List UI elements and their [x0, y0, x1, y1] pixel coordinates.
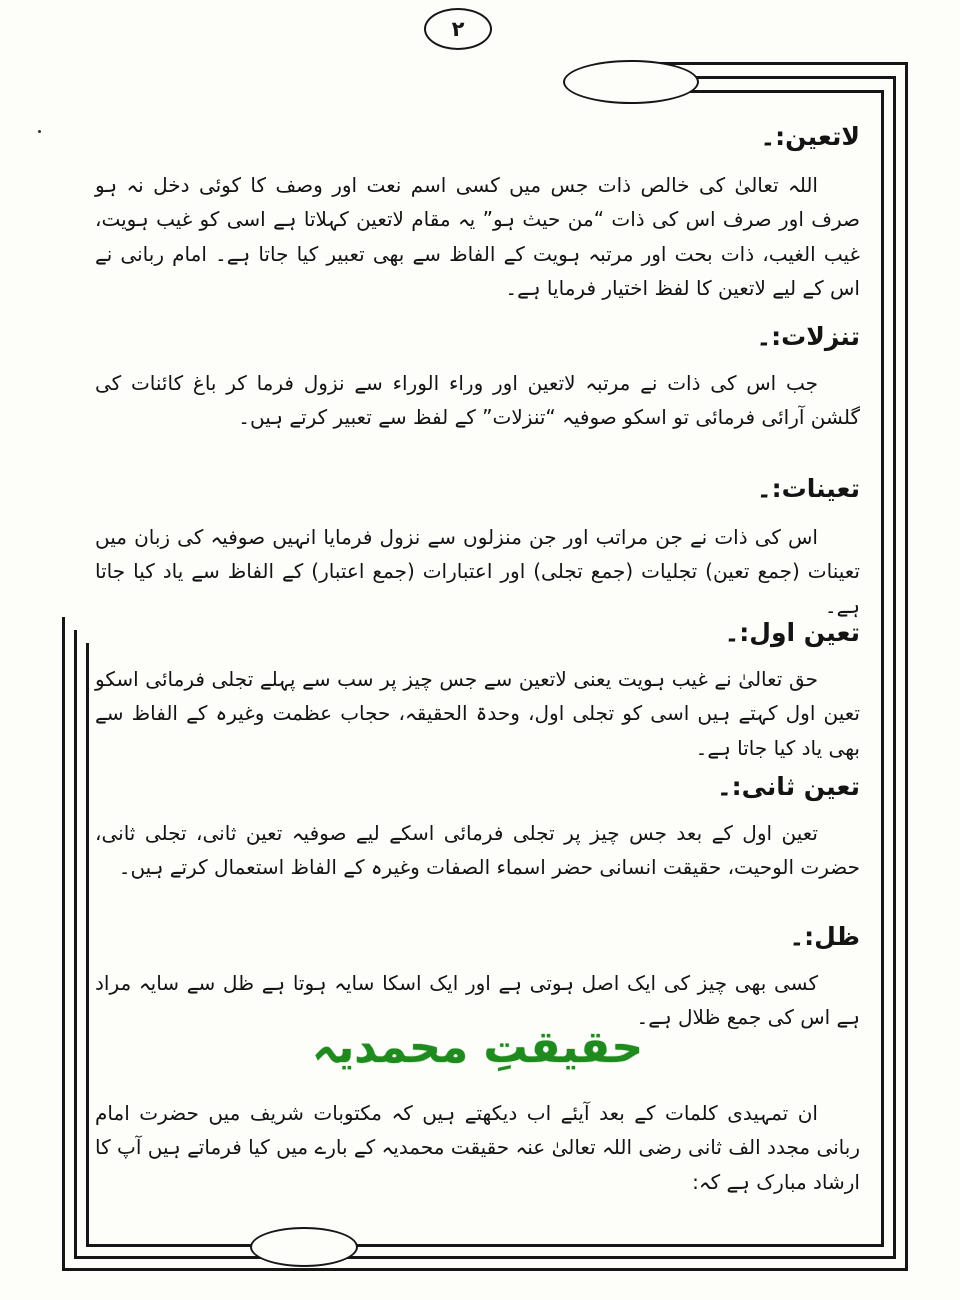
frame-left-line-inner — [86, 643, 89, 1247]
frame-bottom-line-inner — [86, 1244, 884, 1247]
section-heading-la-taayyun: لاتعین:۔ — [760, 122, 860, 151]
frame-bottom-line-outer — [62, 1268, 908, 1271]
section-body-taayyunat: اس کی ذات نے جن مراتب اور جن منزلوں سے نزول فرمایا انہیں صوفیہ کی زبان میں تعینات (جمع تعین) تجلیات (جمع تجلی) اور اعتبارات (جمع اعتبار) کے الفاظ سے یاد کیا جاتا ہے۔ — [95, 525, 860, 618]
closing-paragraph: ان تمہیدی کلمات کے بعد آیئے اب دیکھتے ہیں کہ مکتوبات شریف میں حضرت امام ربانی مجدد الف ثانی رضی اللہ تعالیٰ عنہ حقیقت محمدیہ کے بارے میں کیا فرماتے ہیں آپ کا ارشاد مبارک ہے کہ: — [95, 1101, 860, 1194]
frame-top-oval — [563, 60, 699, 104]
section-heading-taayyunat: تعینات:۔ — [756, 474, 860, 503]
section-heading-zill: ظل:۔ — [789, 922, 860, 951]
page-number-badge — [424, 8, 492, 50]
section-body-taayyun-awwal: حق تعالیٰ نے غیب ہویت یعنی لاتعین سے جس چیز پر سب سے پہلے تجلی فرمائی اسکو تعین اول کہتے ہیں اسی کو تجلی اول، وحدۃ الحقیقہ، حجاب عظمت وغیرہ کے الفاظ سے بھی یاد کیا جاتا ہے۔ — [95, 667, 860, 760]
section-heading-taayyun-sani: تعین ثانی:۔ — [716, 772, 860, 801]
section-body-la-taayyun: اللہ تعالیٰ کی خالص ذات جس میں کسی اسم نعت اور وصف کا کوئی دخل نہ ہو صرف اور صرف اس کی ذات “من حیث ہو” یہ مقام لاتعین کہلاتا ہے اسی کو غیب ہویت، غیب الغیب، ذات بحت اور مرتبہ ہویت کے الفاظ سے بھی تعبیر کیا جاتا ہے۔ امام ربانی نے اس کے لیے لاتعین کا لفظ اختیار فرمایا ہے۔ — [95, 173, 860, 301]
frame-bottom-oval — [250, 1227, 358, 1267]
section-heading-tanazzulat: تنزلات:۔ — [756, 322, 860, 351]
frame-right-line-inner — [881, 90, 884, 1247]
section-body-taayyun-sani: تعین اول کے بعد جس چیز پر تجلی فرمائی اسکے لیے صوفیہ تعین ثانی، تجلی ثانی، حضرت الوحیت، حقیقت انسانی حضر اسماء الصفات وغیرہ کے الفاظ استعمال کرتے ہیں۔ — [95, 821, 860, 880]
frame-right-line-outer — [905, 62, 908, 1271]
section-body-tanazzulat: جب اس کی ذات نے مرتبہ لاتعین اور وراء الوراء سے نزول فرما کر باغ کائنات کی گلشن آرائی فرمائی تو اسکو صوفیہ “تنزلات” کے لفظ سے تعبیر کرتے ہیں۔ — [95, 371, 860, 430]
frame-left-line-middle — [74, 630, 77, 1259]
frame-left-line-outer — [62, 617, 65, 1271]
frame-bottom-line-middle — [74, 1256, 896, 1259]
frame-right-line-middle — [893, 76, 896, 1259]
page-number: ٢ — [451, 17, 465, 41]
main-heading-haqiqat-muhammadiyah: حقیقتِ محمدیہ — [311, 1022, 644, 1073]
scan-artifact-dot — [38, 130, 41, 133]
section-heading-taayyun-awwal: تعین اول:۔ — [724, 618, 860, 647]
section-body-zill: کسی بھی چیز کی ایک اصل ہوتی ہے اور ایک اسکا سایہ ہوتا ہے ظل سے سایہ مراد ہے اس کی جمع ظلال ہے۔ — [95, 971, 860, 1030]
